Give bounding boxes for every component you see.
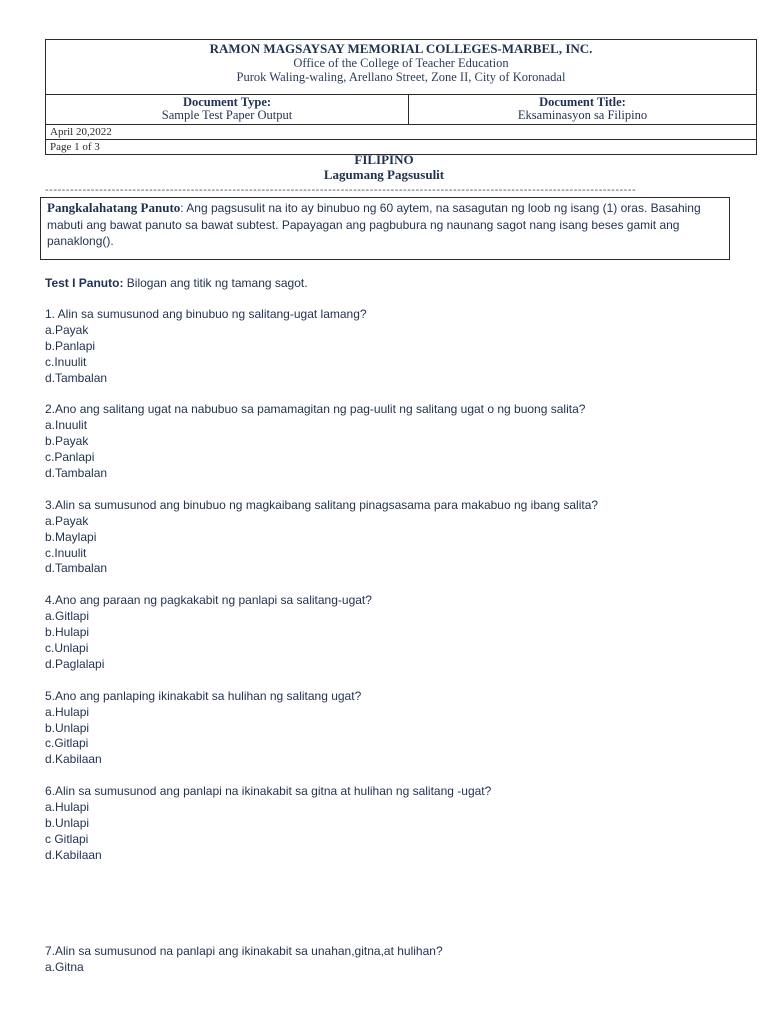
divider-line: ----------------------------------------------------------------------------------------------------------------------------------------------	[45, 185, 637, 196]
document-type-value: Sample Test Paper Output	[161, 108, 293, 122]
office-name: Office of the College of Teacher Education	[293, 56, 509, 70]
test-instructions-text: Bilogan ang titik ng tamang sagot.	[123, 276, 308, 290]
answer-option: d.Tambalan	[45, 561, 108, 576]
answer-option: a.Hulapi	[45, 704, 90, 719]
answer-option: b.Unlapi	[45, 816, 90, 831]
answer-option: c Gitlapi	[45, 831, 89, 846]
test-instructions-label: Test I Panuto:	[45, 276, 124, 290]
question-item	[45, 784, 745, 863]
answer-option: d.Paglalapi	[45, 656, 105, 671]
school-name: RAMON MAGSAYSAY MEMORIAL COLLEGES-MARBEL, INC.	[209, 41, 593, 56]
question-item	[45, 402, 745, 481]
document-type-label: Document Type:	[182, 95, 272, 109]
question-text: 7.Alin sa sumusunod na panlapi ang ikinakabit sa unahan,gitna,at hulihan?	[45, 943, 443, 958]
general-instructions-label: Pangkalahatang Panuto	[47, 200, 181, 215]
answer-option: b.Payak	[45, 434, 89, 449]
document-meta-row	[46, 95, 756, 125]
answer-option: b.Panlapi	[45, 338, 96, 353]
document-date: April 20,2022	[46, 125, 756, 140]
question-item	[45, 689, 745, 768]
document-title-value: Eksaminasyon sa Filipino	[517, 108, 648, 122]
answer-option: d.Kabilaan	[45, 752, 102, 767]
answer-option: a.Hulapi	[45, 800, 90, 815]
answer-option: c.Unlapi	[45, 641, 89, 656]
question-text: 2.Ano ang salitang ugat na nabubuo sa pamamagitan ng pag-uulit ng salitang ugat o ng buong salita?	[45, 402, 586, 417]
answer-option: d.Tambalan	[45, 370, 108, 385]
answer-option: c.Panlapi	[45, 450, 95, 465]
question-item	[45, 593, 745, 672]
answer-option: a.Payak	[45, 513, 89, 528]
page-number: Page 1 of 3	[50, 141, 100, 153]
question-item	[45, 307, 745, 386]
general-instructions-box	[40, 197, 730, 260]
answer-option: a.Inuulit	[45, 418, 88, 433]
page-blank-space	[45, 880, 745, 944]
question-text: 4.Ano ang paraan ng pagkakabit ng panlapi sa salitang-ugat?	[45, 593, 372, 608]
school-info	[46, 40, 756, 95]
answer-option: d.Kabilaan	[45, 847, 102, 862]
exam-content	[45, 275, 745, 992]
general-instructions-text: : Ang pagsusulit na ito ay binubuo ng 60 aytem, na sasagutan ng loob ng isang (1) oras. Basahing mabuti ang bawat panuto sa bawat subtest. Papayagan ang pagbubura ng naunang sagot nang isang beses gamit ang panaklong().	[47, 201, 701, 248]
question-text: 5.Ano ang panlaping ikinakabit sa hulihan ng salitang ugat?	[45, 688, 362, 703]
answer-option: a.Gitlapi	[45, 609, 90, 624]
school-address: Purok Waling-waling, Arellano Street, Zone II, City of Koronadal	[236, 70, 566, 84]
answer-option: a.Payak	[45, 322, 89, 337]
document-title-label: Document Title:	[539, 95, 626, 109]
question-item	[45, 498, 745, 577]
document-type-cell	[46, 95, 409, 124]
question-text: 3.Alin sa sumusunod ang binubuo ng magkaibang salitang pinagsasama para makabuo ng ibang salita?	[45, 497, 599, 512]
answer-option: d.Tambalan	[45, 466, 108, 481]
question-text: 6.Alin sa sumusunod ang panlapi na ikinakabit sa gitna at hulihan ng salitang -ugat?	[45, 784, 492, 799]
document-header-table	[45, 39, 757, 155]
test-instructions	[45, 275, 745, 291]
answer-option: a.Gitna	[45, 959, 84, 974]
answer-option: c.Inuulit	[45, 354, 87, 369]
answer-option: c.Inuulit	[45, 545, 87, 560]
answer-option: b.Hulapi	[45, 625, 90, 640]
document-title-cell	[409, 95, 756, 124]
answer-option: b.Unlapi	[45, 720, 90, 735]
exam-subject-title: FILIPINO	[354, 152, 414, 167]
answer-option: c.Gitlapi	[45, 736, 89, 751]
question-text: 1. Alin sa sumusunod ang binubuo ng salitang-ugat lamang?	[45, 307, 367, 321]
answer-option: b.Maylapi	[45, 529, 97, 544]
question-item	[45, 944, 745, 976]
exam-subtitle: Lagumang Pagsusulit	[323, 167, 445, 182]
